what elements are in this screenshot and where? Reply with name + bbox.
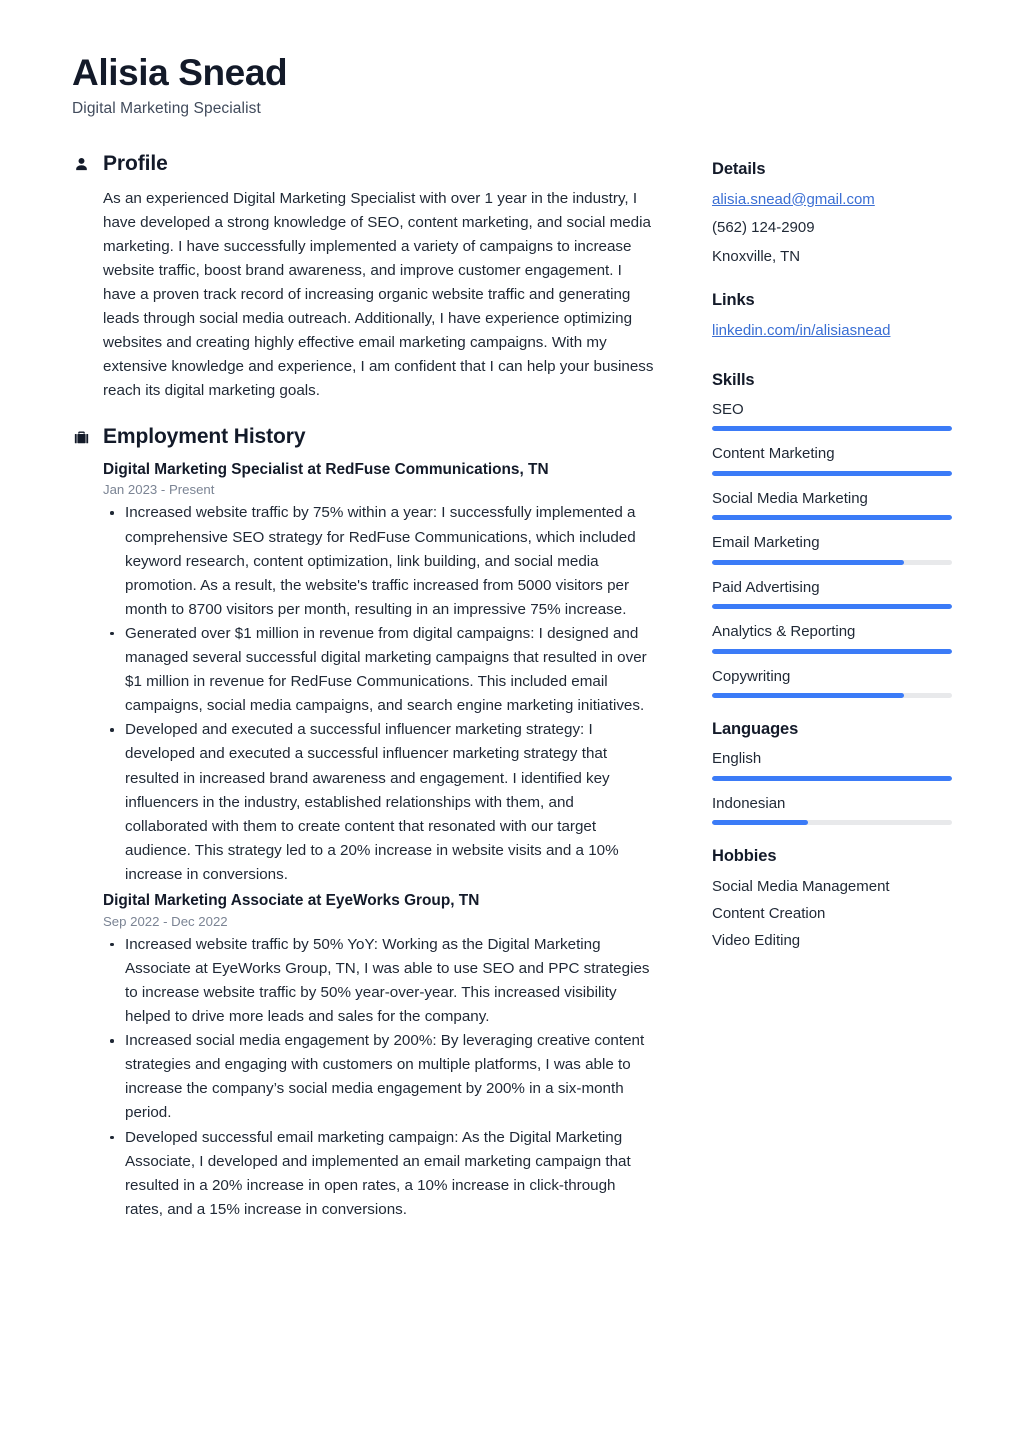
language-level-fill bbox=[712, 820, 808, 825]
candidate-name: Alisia Snead bbox=[72, 52, 288, 93]
profile-section-header bbox=[72, 152, 657, 176]
job-heading: Digital Marketing Specialist at RedFuse Communications, TN bbox=[103, 460, 549, 478]
skill-level-fill bbox=[712, 426, 952, 431]
skill-item bbox=[712, 667, 952, 699]
skill-label: Content Marketing bbox=[712, 445, 835, 463]
job-bullet: Developed and executed a successful influencer marketing strategy: I developed and executed a successful influencer marketing strategy that resulted in increased brand awareness and engagement. I identified key influencers in the industry, established relationships with them, and collaborated with them to create content that resonated with our target audience. This strategy led to a 20% increase in website visits and a 10% increase in conversions. bbox=[103, 718, 657, 887]
languages-title: Languages bbox=[712, 720, 799, 739]
job-dates: Sep 2022 - Dec 2022 bbox=[103, 913, 228, 929]
skill-item bbox=[712, 489, 952, 521]
email-link[interactable]: alisia.snead@gmail.com bbox=[712, 190, 875, 208]
language-item bbox=[712, 749, 952, 781]
skill-level-bar bbox=[712, 604, 952, 609]
skill-level-bar bbox=[712, 693, 952, 698]
skill-item bbox=[712, 622, 952, 654]
skill-label: Email Marketing bbox=[712, 534, 820, 552]
skill-level-fill bbox=[712, 515, 952, 520]
resume-body bbox=[72, 152, 952, 1244]
hobby-item: Content Creation bbox=[712, 905, 826, 923]
language-level-bar bbox=[712, 820, 952, 825]
sidebar-section-skills bbox=[712, 371, 952, 699]
skill-item bbox=[712, 578, 952, 610]
hobbies-title: Hobbies bbox=[712, 847, 777, 866]
profile-text: As an experienced Digital Marketing Specialist with over 1 year in the industry, I have developed a strong knowledge of SEO, content marketing, and social media marketing. I have successfully implemented a variety of campaigns to increase website traffic, boost brand awareness, and improve customer engagement. I have a proven track record of increasing organic website traffic and generating leads through social media outreach. Additionally, I have experience optimizing websites and creating highly effective email marketing campaigns. With my extensive knowledge and experience, I am confident that I can help your business reach its digital marketing goals. bbox=[103, 189, 654, 399]
sidebar-column bbox=[657, 152, 952, 975]
job-bullet: Developed successful email marketing campaign: As the Digital Marketing Associate, I developed and implemented an email marketing campaign that resulted in a 20% increase in open rates, a 10% increase in click-through rates, and a 15% increase in conversions. bbox=[103, 1126, 657, 1222]
skill-level-bar bbox=[712, 426, 952, 431]
skill-level-fill bbox=[712, 649, 952, 654]
profile-section-title: Profile bbox=[103, 151, 168, 175]
location-text: Knoxville, TN bbox=[712, 248, 801, 266]
language-label: English bbox=[712, 750, 762, 768]
section-employment-history bbox=[72, 425, 657, 1222]
job-entry bbox=[103, 460, 657, 887]
sidebar-section-languages bbox=[712, 720, 952, 825]
language-item bbox=[712, 794, 952, 826]
briefcase-icon bbox=[72, 428, 91, 447]
skill-level-fill bbox=[712, 604, 952, 609]
job-bullet: Increased social media engagement by 200%: By leveraging creative content strategies and engaging with customers on multiple platforms, I was able to increase the company’s social media engagement by 200% in a six-month period. bbox=[103, 1029, 657, 1125]
language-level-fill bbox=[712, 776, 952, 781]
employment-section-title: Employment History bbox=[103, 424, 306, 448]
hobby-item: Video Editing bbox=[712, 931, 801, 949]
skill-item bbox=[712, 533, 952, 565]
skill-level-fill bbox=[712, 693, 904, 698]
links-title: Links bbox=[712, 290, 755, 309]
profile-body bbox=[72, 187, 657, 403]
details-title: Details bbox=[712, 159, 766, 178]
skill-item bbox=[712, 400, 952, 432]
skill-item bbox=[712, 444, 952, 476]
job-dates: Jan 2023 - Present bbox=[103, 482, 215, 498]
skill-level-fill bbox=[712, 471, 952, 476]
employment-body bbox=[72, 460, 657, 1222]
job-bullet-list bbox=[103, 933, 657, 1222]
language-label: Indonesian bbox=[712, 794, 786, 812]
job-bullet: Increased website traffic by 50% YoY: Working as the Digital Marketing Associate at EyeWorks Group, TN, I was able to use SEO and PPC strategies to increase website traffic by 50% year-over-year. This increased visibility helped to drive more leads and sales for the company. bbox=[103, 933, 657, 1029]
section-profile bbox=[72, 152, 657, 403]
language-level-bar bbox=[712, 776, 952, 781]
person-icon bbox=[72, 155, 91, 174]
skill-label: Social Media Marketing bbox=[712, 489, 868, 507]
sidebar-section-details bbox=[712, 160, 952, 269]
resume-header bbox=[72, 52, 952, 118]
sidebar-section-hobbies bbox=[712, 847, 952, 952]
skill-level-bar bbox=[712, 649, 952, 654]
skill-label: Copywriting bbox=[712, 667, 791, 685]
skill-level-bar bbox=[712, 560, 952, 565]
candidate-job-title: Digital Marketing Specialist bbox=[72, 99, 261, 117]
skills-title: Skills bbox=[712, 370, 755, 389]
skill-label: Paid Advertising bbox=[712, 578, 820, 596]
main-column bbox=[72, 152, 657, 1244]
hobby-item: Social Media Management bbox=[712, 878, 890, 896]
job-bullet: Generated over $1 million in revenue from digital campaigns: I designed and managed several successful digital marketing campaigns that resulted in over $1 million in revenue for RedFuse Communications. This included email campaigns, social media campaigns, and search engine marketing initiatives. bbox=[103, 622, 657, 718]
employment-section-header bbox=[72, 425, 657, 449]
job-heading: Digital Marketing Associate at EyeWorks Group, TN bbox=[103, 891, 480, 909]
skill-level-bar bbox=[712, 471, 952, 476]
job-bullet-list bbox=[103, 501, 657, 887]
phone-text: (562) 124-2909 bbox=[712, 219, 815, 237]
skill-label: Analytics & Reporting bbox=[712, 623, 856, 641]
sidebar-section-links bbox=[712, 291, 952, 349]
skill-level-bar bbox=[712, 515, 952, 520]
skill-level-fill bbox=[712, 560, 904, 565]
job-bullet: Increased website traffic by 75% within a year: I successfully implemented a comprehensive SEO strategy for RedFuse Communications, which included keyword research, content optimization, link building, and social media promotion. As a result, the website's traffic increased from 5000 visitors per month to 8700 visitors per month, resulting in an impressive 75% increase. bbox=[103, 501, 657, 621]
skill-label: SEO bbox=[712, 400, 744, 418]
linkedin-link[interactable]: linkedin.com/in/alisiasnead bbox=[712, 321, 891, 339]
job-entry bbox=[103, 891, 657, 1222]
